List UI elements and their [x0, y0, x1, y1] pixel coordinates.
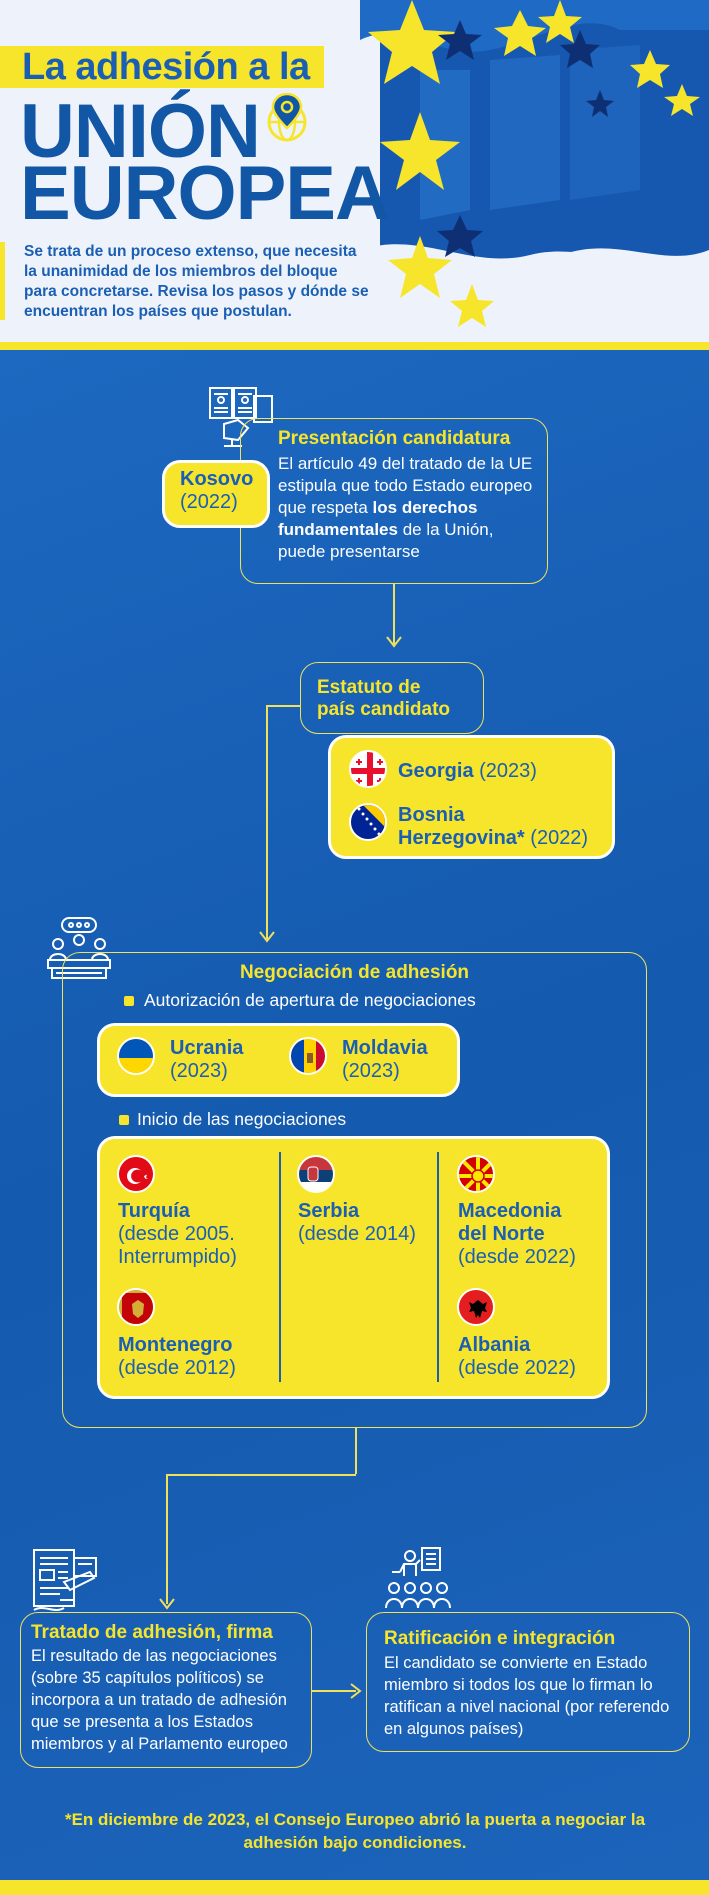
north-macedonia-name-2: del Norte: [458, 1223, 545, 1245]
header: [0, 0, 709, 348]
kosovo-name: Kosovo: [180, 468, 254, 490]
serbia-year: (desde 2014): [298, 1223, 416, 1245]
connector-2a: [266, 705, 300, 707]
moldova-label: [342, 1037, 428, 1083]
bosnia-flag-icon: [349, 803, 387, 841]
kosovo-year: (2022): [180, 491, 238, 513]
bosnia-year: (2022): [530, 827, 589, 849]
connector-3c: [166, 1474, 168, 1604]
moldova-name: Moldavia: [342, 1037, 428, 1059]
step4-title: Tratado de adhesión, firma: [31, 1622, 273, 1643]
serbia-flag-icon: [297, 1155, 335, 1193]
step4-text: El resultado de las negociaciones (sobre 35 capítulos políticos) se incorpora a un tratado de adhesión que se presenta a los Estados miembros y al Parlamento europeo: [31, 1647, 288, 1753]
column-divider-2: [437, 1152, 439, 1382]
title-banner: [0, 46, 324, 88]
ukraine-year: (2023): [170, 1060, 228, 1082]
step1-text-bold: los derechos fundamentales: [278, 498, 478, 539]
title-europa: EUROPEA: [20, 151, 389, 236]
moldova-flag-icon: [289, 1037, 327, 1075]
albania-flag-icon: [457, 1288, 495, 1326]
sub1-label: Autorización de apertura de negociaciones: [144, 990, 476, 1010]
step1-text-a: El artículo 49 del tratado de la UE estipula que todo Estado europeo que respeta: [278, 454, 533, 517]
albania-name: Albania: [458, 1334, 531, 1356]
treaty-document-icon: [30, 1548, 100, 1614]
montenegro-flag-icon: [117, 1288, 155, 1326]
montenegro-label: [118, 1334, 236, 1380]
step2-title-line1: Estatuto de: [317, 677, 421, 698]
title-union: UNIÓN: [20, 89, 260, 174]
connector-3b: [166, 1474, 356, 1476]
turkey-name: Turquía: [118, 1200, 190, 1222]
georgia-flag-icon: [349, 750, 387, 788]
ukraine-label: [170, 1037, 243, 1083]
eu-flag-illustration: [360, 0, 709, 340]
globe-pin-icon: [262, 92, 312, 148]
connector-2b: [266, 705, 268, 939]
step1-text-b: de la Unión, puede presentarse: [278, 520, 494, 561]
step5-text: El candidato se convierte en Estado miembro si todos los que lo firman lo ratifican a nivel nacional (por referendo en algunos países): [384, 1654, 670, 1738]
step1-text: [278, 453, 540, 563]
georgia-label: [398, 760, 537, 783]
ukraine-name: Ucrania: [170, 1037, 244, 1059]
serbia-label: [298, 1200, 416, 1246]
arrow-down-icon: [159, 1598, 175, 1610]
kosovo-label: [180, 468, 253, 514]
north-macedonia-name-1: Macedonia: [458, 1200, 562, 1222]
north-macedonia-year: (desde 2022): [458, 1246, 576, 1268]
step1-title: Presentación candidatura: [278, 428, 511, 449]
north-macedonia-label: [458, 1200, 576, 1269]
moldova-year: (2023): [342, 1060, 400, 1082]
step5-title: Ratificación e integración: [384, 1628, 616, 1649]
georgia-name: Georgia: [398, 760, 474, 782]
title-line1: La adhesión a la: [22, 45, 310, 88]
step3-title: Negociación de adhesión: [239, 962, 470, 983]
albania-label: [458, 1334, 576, 1380]
bosnia-name-line2: Herzegovina*: [398, 827, 525, 849]
step2-title-line2: país candidato: [317, 699, 451, 720]
intro-text: Se trata de un proceso extenso, que necesita la unanimidad de los miembros del bloque para concretarse. Revisa los pasos y dónde se encuentran los países que postulan.: [24, 243, 369, 320]
arrow-down-icon: [386, 636, 402, 648]
sub2-label: Inicio de las negociaciones: [137, 1109, 347, 1129]
intro-accent: [0, 242, 5, 320]
column-divider-1: [279, 1152, 281, 1382]
turkey-label: [118, 1200, 237, 1269]
montenegro-name: Montenegro: [118, 1334, 233, 1356]
bullet-1: [124, 996, 134, 1006]
arrow-down-icon: [259, 931, 275, 943]
bosnia-name-line1: Bosnia: [398, 804, 465, 826]
turkey-year-2: Interrumpido): [118, 1246, 237, 1268]
bosnia-label: [398, 804, 588, 850]
footnote: *En diciembre de 2023, el Consejo Europeo abrió la puerta a negociar la adhesión bajo condiciones.: [64, 1810, 646, 1852]
connector-3a: [355, 1428, 357, 1474]
montenegro-year: (desde 2012): [118, 1357, 236, 1379]
connector-1: [393, 584, 395, 644]
turkey-year-1: (desde 2005.: [118, 1223, 235, 1245]
albania-year: (desde 2022): [458, 1357, 576, 1379]
serbia-name: Serbia: [298, 1200, 360, 1222]
header-divider: [0, 342, 709, 350]
arrow-right-icon: [350, 1683, 362, 1699]
step2-title: [317, 677, 450, 721]
footer-bar: [0, 1880, 709, 1895]
bullet-2: [119, 1115, 129, 1125]
turkey-flag-icon: [117, 1155, 155, 1193]
people-ratify-icon: [382, 1546, 454, 1612]
georgia-year: (2023): [479, 760, 537, 782]
ukraine-flag-icon: [117, 1037, 155, 1075]
north-macedonia-flag-icon: [457, 1155, 495, 1193]
